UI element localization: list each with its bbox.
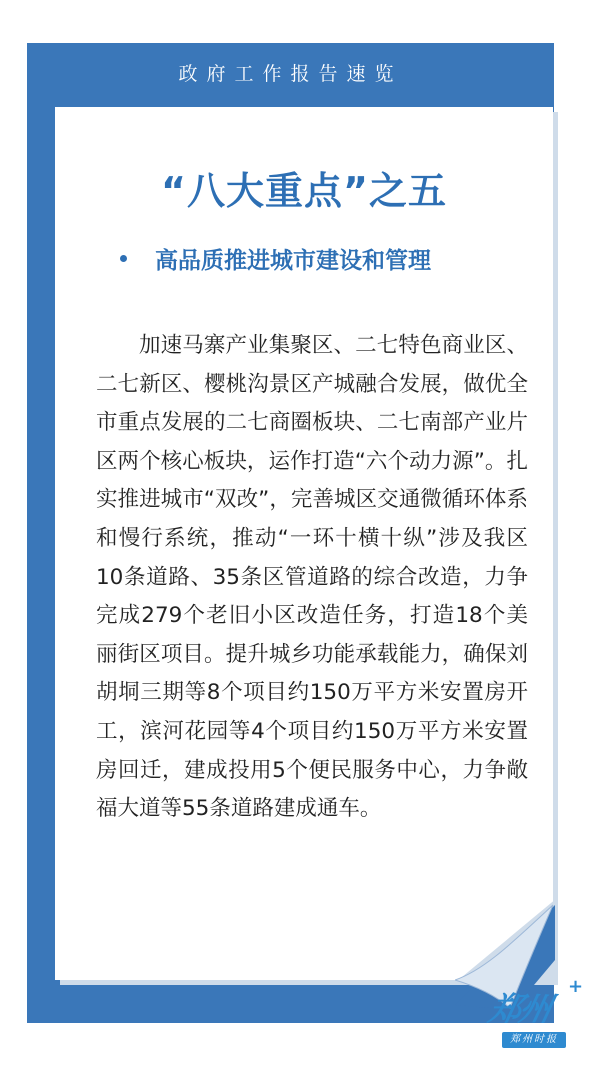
bullet-icon — [120, 255, 127, 262]
logo-main-text: 郑州 — [485, 990, 554, 1028]
header-label: 政府工作报告速览 — [178, 63, 403, 85]
zhengzhou-logo — [485, 976, 586, 1062]
page-title: “八大重点”之五 — [161, 169, 447, 213]
subtitle: 高品质推进城市建设和管理 — [155, 247, 431, 274]
logo-plus-icon: + — [568, 976, 584, 997]
subtitle-row — [120, 241, 431, 275]
body-paragraph: 加速马寨产业集聚区、二七特色商业区、二七新区、樱桃沟景区产城融合发展，做优全市重点发展的二七商圈板块、二七南部产业片区两个核心板块，运作打造“六个动力源”。扎实推进城市“双改”，完善城区交通微循环体系和慢行系统，推动“一环十横十纵”涉及我区10条道路、35条区管道路的综合改造，力争完成279个老旧小区改造任务，打造18个美丽街区项目。提升城乡功能承载能力，确保刘胡垌三期等8个项目约150万平方米安置房开工，滨河花园等4个项目约150万平方米安置房回迁，建成投用5个便民服务中心，力争敞福大道等55条道路建成通车。 — [96, 333, 528, 822]
logo-sub-text: 郑州时报 — [502, 1032, 566, 1048]
